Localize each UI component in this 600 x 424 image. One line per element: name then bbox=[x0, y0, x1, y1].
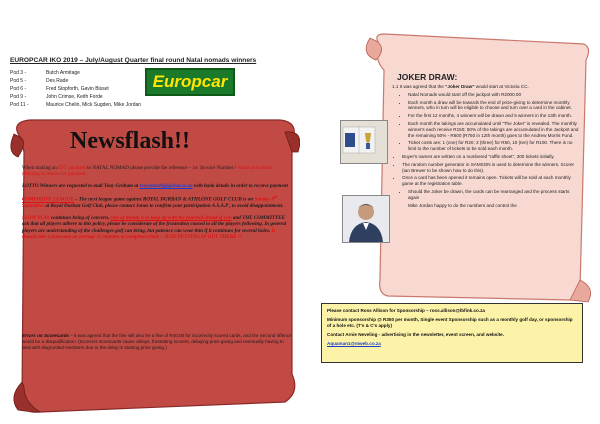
winner-row bbox=[10, 86, 109, 92]
list-item: • Natal Nomads would start off the jackpot with R2000.00 bbox=[408, 92, 580, 98]
winner-names: Des Rade bbox=[46, 78, 69, 84]
newsflash-scroll-background bbox=[0, 112, 300, 422]
list-item: Mike Jordan happy to do the numbers and control the bbox=[408, 202, 517, 208]
list-item: • Once a card has been opened it remains open. Tickets will be sold at each monthly game at the registration table. bbox=[402, 175, 580, 187]
winner-names: Fred Stopforth, Gavin Bisset bbox=[46, 86, 109, 92]
list-item: • For the first 12 months, 4 winners will be drawn and 5 winners in the 13th month. bbox=[408, 113, 580, 119]
newsflash-body bbox=[22, 165, 288, 245]
advertising-contact: Contact Arnie Neveling - advertising in the newsletter, event screen, and website. bbox=[327, 332, 504, 337]
list-item: • The random number generator in SAMSON is used to determine the winners. Scorer (Ian Brewer to be shown how to do this). bbox=[402, 162, 580, 174]
winners-title: EUROPCAR IKO 2019 – July/August Quarter final round Natal nomads winners bbox=[10, 57, 257, 64]
lotto-notice: LOTTO Winners are requested to mail Tony Graham at tonyalandh@global.co.za with bank details in order to receive payment bbox=[22, 182, 288, 189]
portrait-photo bbox=[342, 195, 390, 243]
list-item: • Each month the takings are accumulated until “The Joker” is revealed. The monthly winner's each receive R150; 50% of the takings are accumulated in the Jackpot and the remaining 50% - R600 (R750 in 12th month) goes to the Andrew Morris Fund. bbox=[408, 121, 580, 138]
sponsorship-box bbox=[321, 303, 583, 363]
pod-label: Pod 9 - bbox=[10, 94, 27, 100]
joker-draw-body bbox=[392, 84, 580, 210]
eft-notice: When making an EFT payment to NATAL NOMAD please provide the reference – i.e. Invoice Number / Name and details referring to reason for payment bbox=[22, 165, 273, 178]
sponsor-terms: Minimum sponsorship @ R350 per month, Single event Sponsorship such as a monthly golf day, or sponsorship of a hole etc. (T's & C's apply) bbox=[327, 317, 573, 328]
pod-label: Pod 3 - bbox=[10, 70, 27, 76]
pod-label: Pod 11 - bbox=[10, 102, 29, 108]
winner-names: Butch Armitage bbox=[46, 70, 80, 76]
joker-draw-heading: JOKER DRAW: bbox=[397, 72, 458, 82]
winner-names: Maurice Chelin, Mick Sugden, Mike Jordan bbox=[46, 102, 142, 108]
list-item: • Ticket costs are: 1 (one) for R20; 3 (three) for R50, 10 (ten) for R100. There is no limit to the number of tickets to be sold each month. bbox=[408, 140, 580, 152]
list-item: • Buyer's names are written on a numbered “raffle sheet”, 300 tickets initially. bbox=[402, 154, 580, 160]
winner-row bbox=[10, 102, 141, 108]
lotto-email-link[interactable]: tonyalandh@global.co.za bbox=[139, 182, 193, 189]
list-item: • Should the Joker be drawn, the cards can be rearranged and the process starts again bbox=[408, 189, 580, 201]
winner-names: John Crimse, Keith Forde bbox=[46, 94, 103, 100]
winner-row bbox=[10, 70, 80, 76]
joker-process-list bbox=[392, 154, 580, 187]
newsflash-title: Newsflash!! bbox=[70, 128, 190, 154]
joker-rules-list bbox=[392, 92, 580, 152]
advertising-email-link[interactable]: Aquaman1@mweb.co.za bbox=[327, 341, 381, 346]
trophy-photo bbox=[340, 120, 388, 164]
composite-league-notice: COMPOSITE LEAGUE – The next league game against ROYAL DURBAN & ATHLONE GOLF CLUB is on Sunday 8th September at Royal Durban Golf Club, please contact Jonas to confirm your participation A.S.A.P , to avoid disappointment. bbox=[22, 194, 284, 210]
joker-reset-list bbox=[392, 189, 580, 208]
winner-row bbox=[10, 78, 68, 84]
joker-intro: 1.1 It was agreed that the “Joker Draw” would start at Victoria CC. bbox=[392, 84, 529, 89]
pod-label: Pod 6 - bbox=[10, 86, 27, 92]
slow-play-notice: SLOW PLAY continues being of concern, rule of thumb is to keep up with the fourball ahead of you and THE COMMITTEE ask that all players adhere to this policy, please be considerate of the frustration caused to all the players following. In general players are understanding of the challenges golf can bring, but patience can wear thin if it continues for several holes. It should take a foursome on average 15 minutes to complete a hole – JUST PUTTING IT OUT THERE !! bbox=[22, 214, 287, 240]
scorecard-errors-notice: Errors on Scorecards – it was agreed that the fine will also be a fine of R40.00 for incorrectly scored cards, and the Second offence would be a disqualification. (Incorrect scorecards cause delays, frustrating scorers, delaying prize giving and eventually having to deal with disgruntled members due to the delay in starting prize giving.) bbox=[22, 333, 292, 350]
winner-row bbox=[10, 94, 103, 100]
sponsor-contact: Please contact Ross Allison for Sponsorship – ross.allison@lbfink.co.za bbox=[327, 308, 485, 313]
list-item: • Each month a draw will be towards the end of prize-giving to determine monthly winners, who in turn will be eligible to choose and turn over a card in the cabinet. bbox=[408, 100, 580, 112]
europcar-logo: Europcar bbox=[145, 68, 235, 96]
pod-label: Pod 5 - bbox=[10, 78, 27, 84]
